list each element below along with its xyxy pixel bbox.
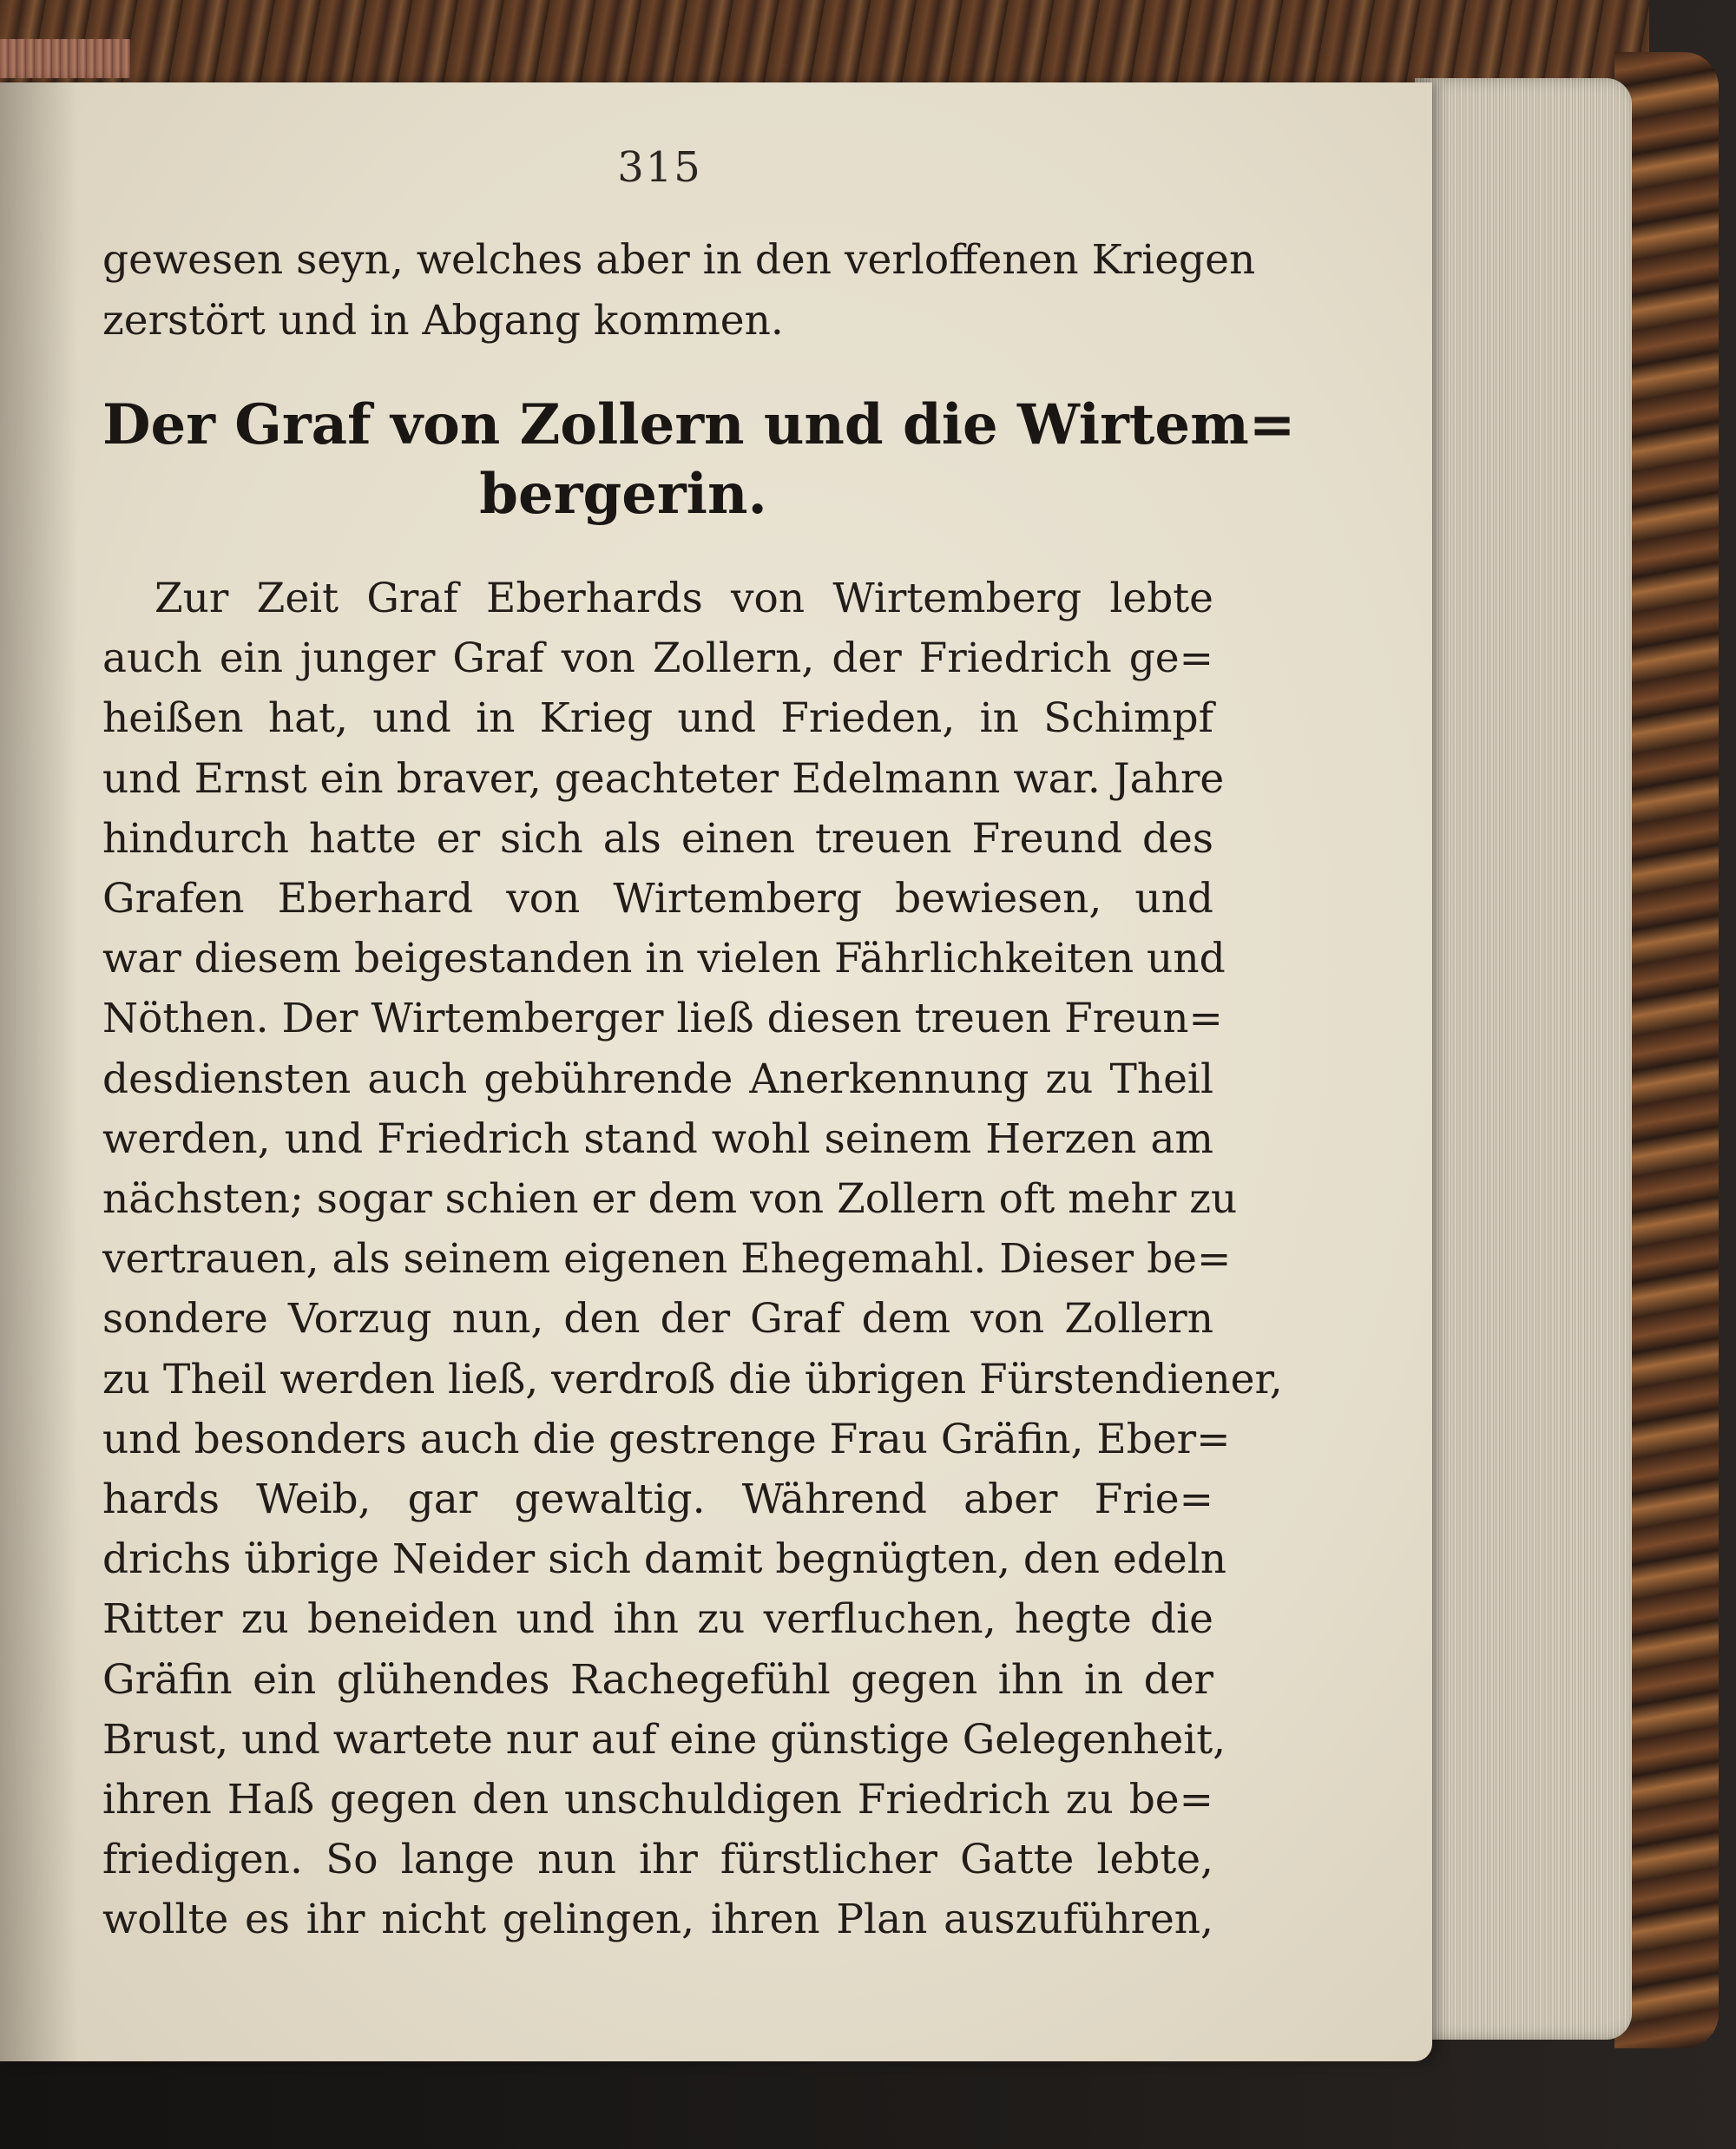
text-line: Grafen Eberhard von Wirtemberg bewiesen, und (102, 875, 1213, 923)
text-line: hindurch hatte er sich als einen treuen Freund des (102, 814, 1213, 863)
body-paragraph (102, 568, 1283, 1950)
text-line: werden, und Friedrich stand wohl seinem Herzen am (102, 1114, 1213, 1163)
text-line: gewesen seyn, welches aber in den verloffenen Kriegen (102, 236, 1256, 284)
intro-paragraph (102, 230, 1256, 352)
chapter-heading (102, 391, 1296, 529)
text-line: heißen hat, und in Krieg und Frieden, in Schimpf (102, 694, 1213, 743)
text-line: auch ein junger Graf von Zollern, der Friedrich ge= (102, 634, 1213, 683)
heading-line-1: Der Graf von Zollern und die Wirtem= (102, 392, 1296, 457)
bookmark-ribbon (0, 39, 130, 78)
text-line: wollte es ihr nicht gelingen, ihren Plan auszuführen, (102, 1896, 1213, 1944)
text-line: Nöthen. Der Wirtemberger ließ diesen treuen Freun= (102, 995, 1223, 1043)
text-line: war diesem beigestanden in vielen Fährlichkeiten und (102, 935, 1226, 983)
text-line: Ritter zu beneiden und ihn zu verfluchen, hegte die (102, 1595, 1213, 1644)
text-line: Zur Zeit Graf Eberhards von Wirtemberg lebte (155, 575, 1213, 622)
text-line: Gräfin ein glühendes Rachegefühl gegen ihn in der (102, 1655, 1213, 1704)
text-line: ihren Haß gegen den unschuldigen Friedrich zu be= (102, 1776, 1213, 1824)
heading-line-2: bergerin. (479, 462, 767, 527)
text-line: sondere Vorzug nun, den der Graf dem von Zollern (102, 1295, 1213, 1344)
text-line: desdiensten auch gebührende Anerkennung zu Theil (102, 1055, 1213, 1103)
text-line: hards Weib, gar gewaltig. Während aber Frie= (102, 1475, 1213, 1524)
page-number: 315 (617, 143, 702, 192)
text-line: Brust, und wartete nur auf eine günstige Gelegenheit, (102, 1715, 1226, 1764)
text-line: nächsten; sogar schien er dem von Zollern oft mehr zu (102, 1175, 1238, 1224)
text-line: friedigen. So lange nun ihr fürstlicher Gatte lebte, (102, 1836, 1213, 1884)
text-line: vertrauen, als seinem eigenen Ehegemahl. Dieser be= (102, 1235, 1232, 1284)
text-line: zu Theil werden ließ, verdroß die übrigen Fürstendiener, (102, 1355, 1283, 1403)
page-fore-edge (1415, 78, 1632, 2040)
gutter-shadow (0, 82, 78, 2061)
text-line: und Ernst ein braver, geachteter Edelmann war. Jahre (102, 754, 1225, 803)
text-line: zerstört und in Abgang kommen. (102, 297, 784, 345)
text-line: drichs übrige Neider sich damit begnügten, den edeln (102, 1535, 1227, 1584)
text-line: und besonders auch die gestrenge Frau Gräfin, Eber= (102, 1415, 1231, 1463)
book-cover-top (0, 0, 1649, 88)
